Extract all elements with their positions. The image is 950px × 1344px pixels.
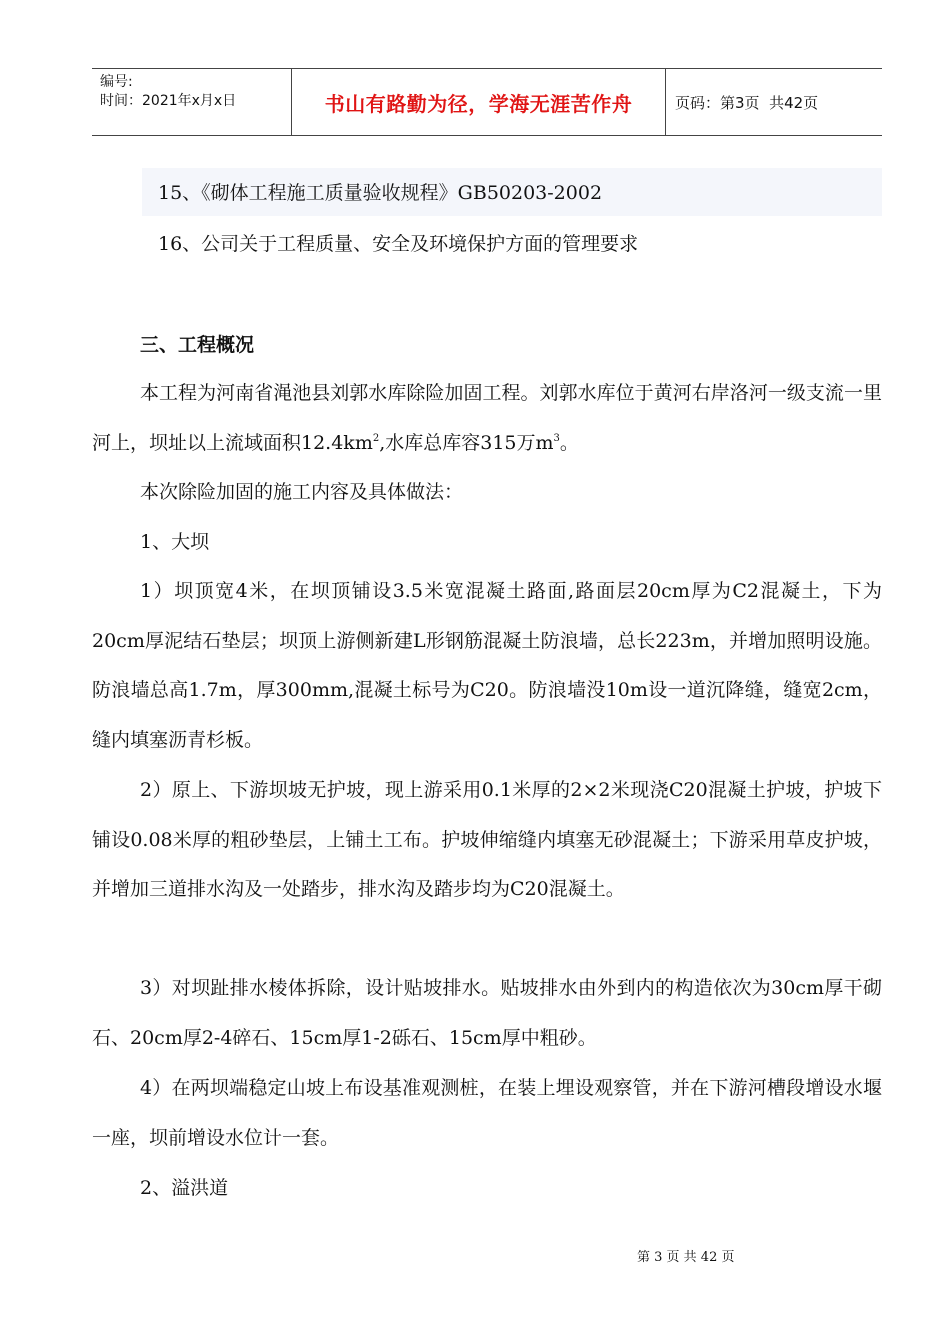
overview-p1-text-a: 本工程为河南省渑池县刘郭水库除险加固工程。刘郭水库位于黄河右岸洛河一级支流一里河上，坝址以上流域面积12.4km: [92, 382, 882, 454]
overview-paragraph-1: [92, 369, 882, 468]
reference-item-15: 15、《砌体工程施工质量验收规程》GB50203-2002: [158, 182, 603, 204]
overview-p1-text-c: 。: [559, 431, 579, 454]
dam-item-3: 3）对坝趾排水棱体拆除，设计贴坡排水。贴坡排水由外到内的构造依次为30cm厚干砌石、20cm厚2-4碎石、15cm厚1-2砾石、15cm厚中粗砂。: [92, 977, 882, 1049]
document-number-label: 编号:: [100, 74, 133, 90]
dam-item-1: 1）坝顶宽4米，在坝顶铺设3.5米宽混凝土路面,路面层20cm厚为C2混凝土，下为20cm厚泥结石垫层；坝顶上游侧新建L形钢筋混凝土防浪墙，总长223m，并增加照明设施。防浪墙总高1.7m，厚300mm,混凝土标号为C20。防浪墙没10m设一道沉降缝，缝宽2cm，缝内填塞沥青杉板。: [92, 580, 882, 751]
dam-item-4: 4）在两坝端稳定山坡上布设基准观测桩，在装上埋设观察管，并在下游河槽段增设水堰一座，坝前增设水位计一套。: [92, 1077, 882, 1149]
section-heading: 三、工程概况: [140, 334, 255, 356]
subsection-dam-title: 1、大坝: [140, 531, 210, 553]
page-footer: 第 3 页 共 42 页: [637, 1250, 735, 1265]
page-header: [92, 68, 882, 136]
dam-item-2: 2）原上、下游坝坡无护坡，现上游采用0.1米厚的2×2米现浇C20混凝土护坡，护坡下铺设0.08米厚的粗砂垫层，上铺土工布。护坡伸缩缝内填塞无砂混凝土；下游采用草皮护坡，并增加三道排水沟及一处踏步，排水沟及踏步均为C20混凝土。: [92, 779, 882, 900]
subsection-spillway-title: 2、溢洪道: [140, 1177, 229, 1199]
header-motto: 书山有路勤为径，学海无涯苦作舟: [292, 69, 666, 135]
overview-paragraph-2: 本次除险加固的施工内容及具体做法：: [140, 481, 464, 503]
document-date: 时间：2021年x月x日: [100, 93, 237, 109]
overview-p1-text-b: ,水库总库容315万m: [379, 431, 554, 454]
reference-item-16: 16、公司关于工程质量、安全及环境保护方面的管理要求: [158, 233, 639, 255]
header-page-label: 页码：第3页 共42页: [675, 93, 819, 112]
overview-p1-sup-volume: 3: [553, 432, 560, 444]
header-meta: [92, 69, 292, 135]
header-page-info: [665, 69, 882, 135]
overview-p1-sup-area: 2: [372, 432, 380, 444]
